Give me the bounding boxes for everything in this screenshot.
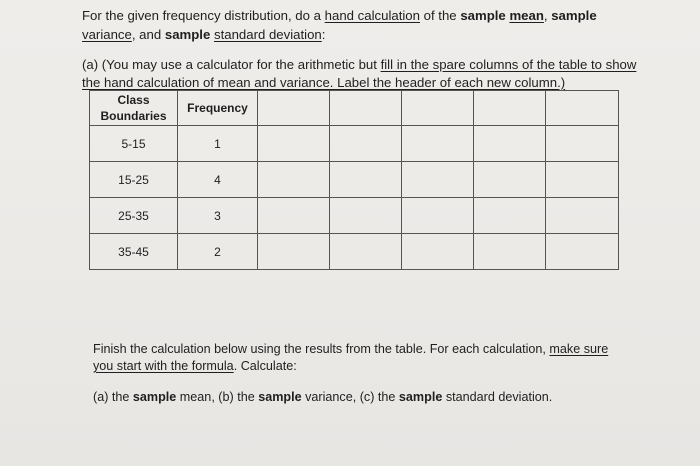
blank-cell[interactable] xyxy=(402,198,474,234)
calc-text: (a) the xyxy=(93,390,133,404)
intro-underline: variance xyxy=(82,27,132,42)
intro-text: : xyxy=(321,27,326,42)
blank-cell[interactable] xyxy=(546,126,619,162)
calc-text: standard deviation. xyxy=(442,390,553,404)
class-cell: 25-35 xyxy=(90,198,178,234)
frequency-cell: 4 xyxy=(178,162,258,198)
class-cell: 35-45 xyxy=(90,234,178,270)
header-frequency: Frequency xyxy=(178,91,258,126)
blank-cell[interactable] xyxy=(474,198,546,234)
finish-line-2 xyxy=(93,358,608,375)
instructions-intro xyxy=(82,6,597,44)
header-class-boundaries xyxy=(90,91,178,126)
finish-text: . Calculate: xyxy=(233,359,297,373)
intro-text: For the given frequency distribution, do a xyxy=(82,8,325,23)
table-row xyxy=(90,126,619,162)
blank-header-cell[interactable] xyxy=(258,91,330,126)
blank-header-cell[interactable] xyxy=(330,91,402,126)
blank-header-cell[interactable] xyxy=(402,91,474,126)
blank-cell[interactable] xyxy=(402,162,474,198)
frequency-cell: 2 xyxy=(178,234,258,270)
blank-header-cell[interactable] xyxy=(546,91,619,126)
blank-cell[interactable] xyxy=(474,126,546,162)
calculate-list xyxy=(93,390,552,404)
calc-bold: sample xyxy=(132,390,177,404)
blank-cell[interactable] xyxy=(330,126,402,162)
intro-bold: sample xyxy=(460,8,510,23)
intro-bold-underline: mean xyxy=(509,8,544,23)
blank-cell[interactable] xyxy=(258,198,330,234)
blank-cell[interactable] xyxy=(330,198,402,234)
calc-text: variance, (c) the xyxy=(301,390,399,404)
frequency-cell: 1 xyxy=(178,126,258,162)
blank-cell[interactable] xyxy=(546,234,619,270)
intro-bold: sample xyxy=(164,27,214,42)
intro-bold: sample xyxy=(551,8,597,23)
frequency-cell: 3 xyxy=(178,198,258,234)
finish-text: Finish the calculation below using the results from the table. For each calculation, xyxy=(93,342,550,356)
blank-cell[interactable] xyxy=(258,162,330,198)
part-a-instructions xyxy=(82,56,636,92)
header-boundaries-label: Boundaries xyxy=(100,109,167,123)
part-a-line-1 xyxy=(82,56,636,74)
blank-cell[interactable] xyxy=(402,234,474,270)
intro-line-1 xyxy=(82,6,597,25)
intro-underline: hand calculation xyxy=(324,8,420,23)
blank-cell[interactable] xyxy=(546,162,619,198)
intro-text: of the xyxy=(419,8,461,23)
blank-cell[interactable] xyxy=(546,198,619,234)
intro-text: , and xyxy=(131,27,165,42)
blank-cell[interactable] xyxy=(330,162,402,198)
blank-cell[interactable] xyxy=(474,234,546,270)
header-class-label: Class xyxy=(117,93,150,107)
frequency-table xyxy=(89,90,619,270)
part-a-underline: the hand calculation of mean and variance. Label the header of each new column.) xyxy=(82,75,566,90)
intro-text: , xyxy=(543,8,552,23)
class-cell: 15-25 xyxy=(90,162,178,198)
table-row xyxy=(90,234,619,270)
intro-line-2 xyxy=(82,25,597,44)
blank-cell[interactable] xyxy=(258,126,330,162)
class-cell: 5-15 xyxy=(90,126,178,162)
calc-bold: sample xyxy=(398,390,443,404)
blank-cell[interactable] xyxy=(258,234,330,270)
table-header-row xyxy=(90,91,619,126)
finish-underline: you start with the formula xyxy=(93,359,234,373)
table-row xyxy=(90,198,619,234)
blank-cell[interactable] xyxy=(330,234,402,270)
blank-header-cell[interactable] xyxy=(474,91,546,126)
finish-instructions xyxy=(93,341,608,375)
part-a-text: (a) (You may use a calculator for the arithmetic but xyxy=(82,57,381,72)
blank-cell[interactable] xyxy=(474,162,546,198)
intro-underline: standard deviation xyxy=(213,27,322,42)
calc-bold: sample xyxy=(258,390,302,404)
table-row xyxy=(90,162,619,198)
part-a-underline: fill in the spare columns of the table to show xyxy=(380,57,637,72)
finish-line-1 xyxy=(93,341,608,358)
finish-underline: make sure xyxy=(549,342,609,356)
calc-text: mean, (b) the xyxy=(176,390,259,404)
blank-cell[interactable] xyxy=(402,126,474,162)
